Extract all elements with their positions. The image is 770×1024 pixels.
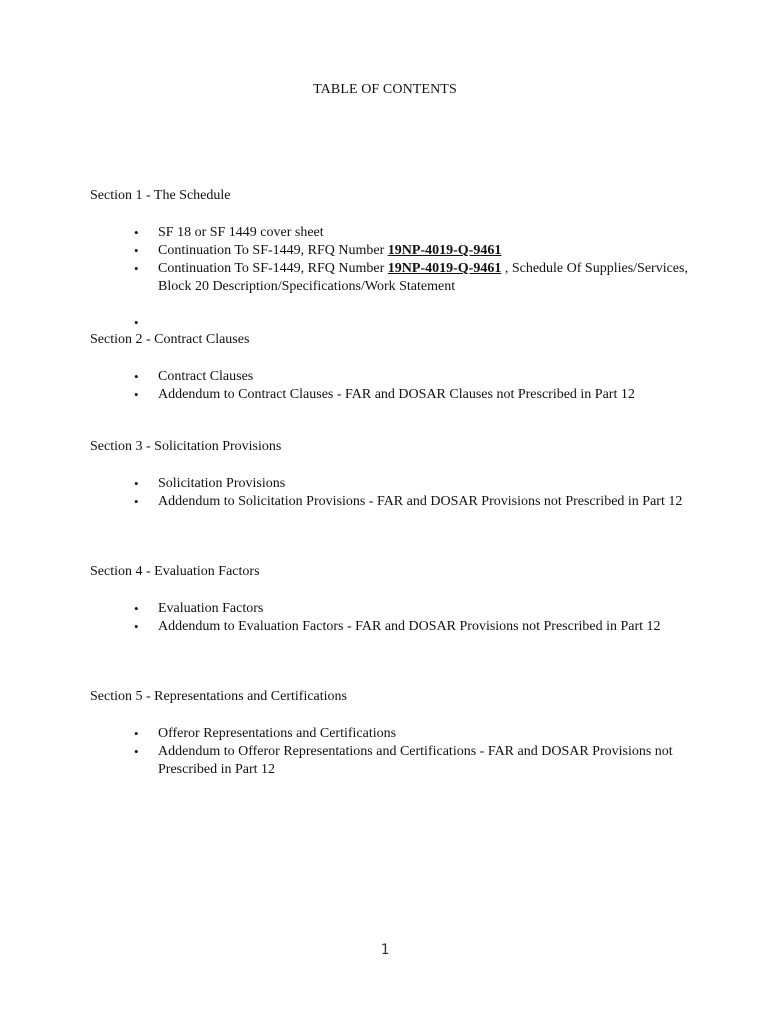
bullet-icon: • <box>134 369 139 384</box>
bullet-icon: • <box>134 494 139 509</box>
bullet-icon: • <box>134 619 139 634</box>
list-item: • Offeror Representations and Certifications <box>134 726 397 741</box>
section-2-title: Section 2 - Contract Clauses <box>90 332 250 347</box>
section-4-list <box>0 600 693 636</box>
section-4-title: Section 4 - Evaluation Factors <box>90 564 260 579</box>
bullet-icon: • <box>134 261 139 276</box>
list-item: • Addendum to Evaluation Factors - FAR and DOSAR Provisions not Prescribed in Part 12 <box>134 619 661 634</box>
bullet-icon: • <box>134 726 139 741</box>
section-5-list <box>0 725 693 779</box>
list-item: • Contract Clauses <box>134 369 254 384</box>
empty-bullet-icon: • <box>134 315 139 330</box>
section-1-list <box>0 224 693 296</box>
section-5-title: Section 5 - Representations and Certifications <box>90 689 347 704</box>
list-item: • Evaluation Factors <box>134 601 264 616</box>
list-item: • Continuation To SF-1449, RFQ Number 19NP-4019-Q-9461 , Schedule Of Supplies/Services, Block 20 Description/Specifications/Work Statement <box>134 261 688 294</box>
section-3-list <box>0 475 693 511</box>
rfq-number: 19NP-4019-Q-9461 <box>387 261 502 276</box>
list-item: • Solicitation Provisions <box>134 476 286 491</box>
page-number: 1 <box>380 942 390 958</box>
list-item: • Addendum to Offeror Representations and Certifications - FAR and DOSAR Provisions not Prescribed in Part 12 <box>134 744 673 777</box>
page-title: TABLE OF CONTENTS <box>313 82 457 97</box>
bullet-icon: • <box>134 601 139 616</box>
list-item: • Continuation To SF-1449, RFQ Number 19NP-4019-Q-9461 <box>134 243 502 258</box>
section-3-title: Section 3 - Solicitation Provisions <box>90 439 282 454</box>
list-item: • Addendum to Contract Clauses - FAR and DOSAR Clauses not Prescribed in Part 12 <box>134 387 635 402</box>
section-1-title: Section 1 - The Schedule <box>90 188 231 203</box>
bullet-icon: • <box>134 387 139 402</box>
list-item: • SF 18 or SF 1449 cover sheet <box>134 225 324 240</box>
list-item: • Addendum to Solicitation Provisions - FAR and DOSAR Provisions not Prescribed in Part 12 <box>134 494 683 509</box>
bullet-icon: • <box>134 225 139 240</box>
bullet-icon: • <box>134 744 139 759</box>
bullet-icon: • <box>134 243 139 258</box>
section-2-list <box>0 368 693 404</box>
bullet-icon: • <box>134 476 139 491</box>
rfq-number: 19NP-4019-Q-9461 <box>387 243 502 258</box>
